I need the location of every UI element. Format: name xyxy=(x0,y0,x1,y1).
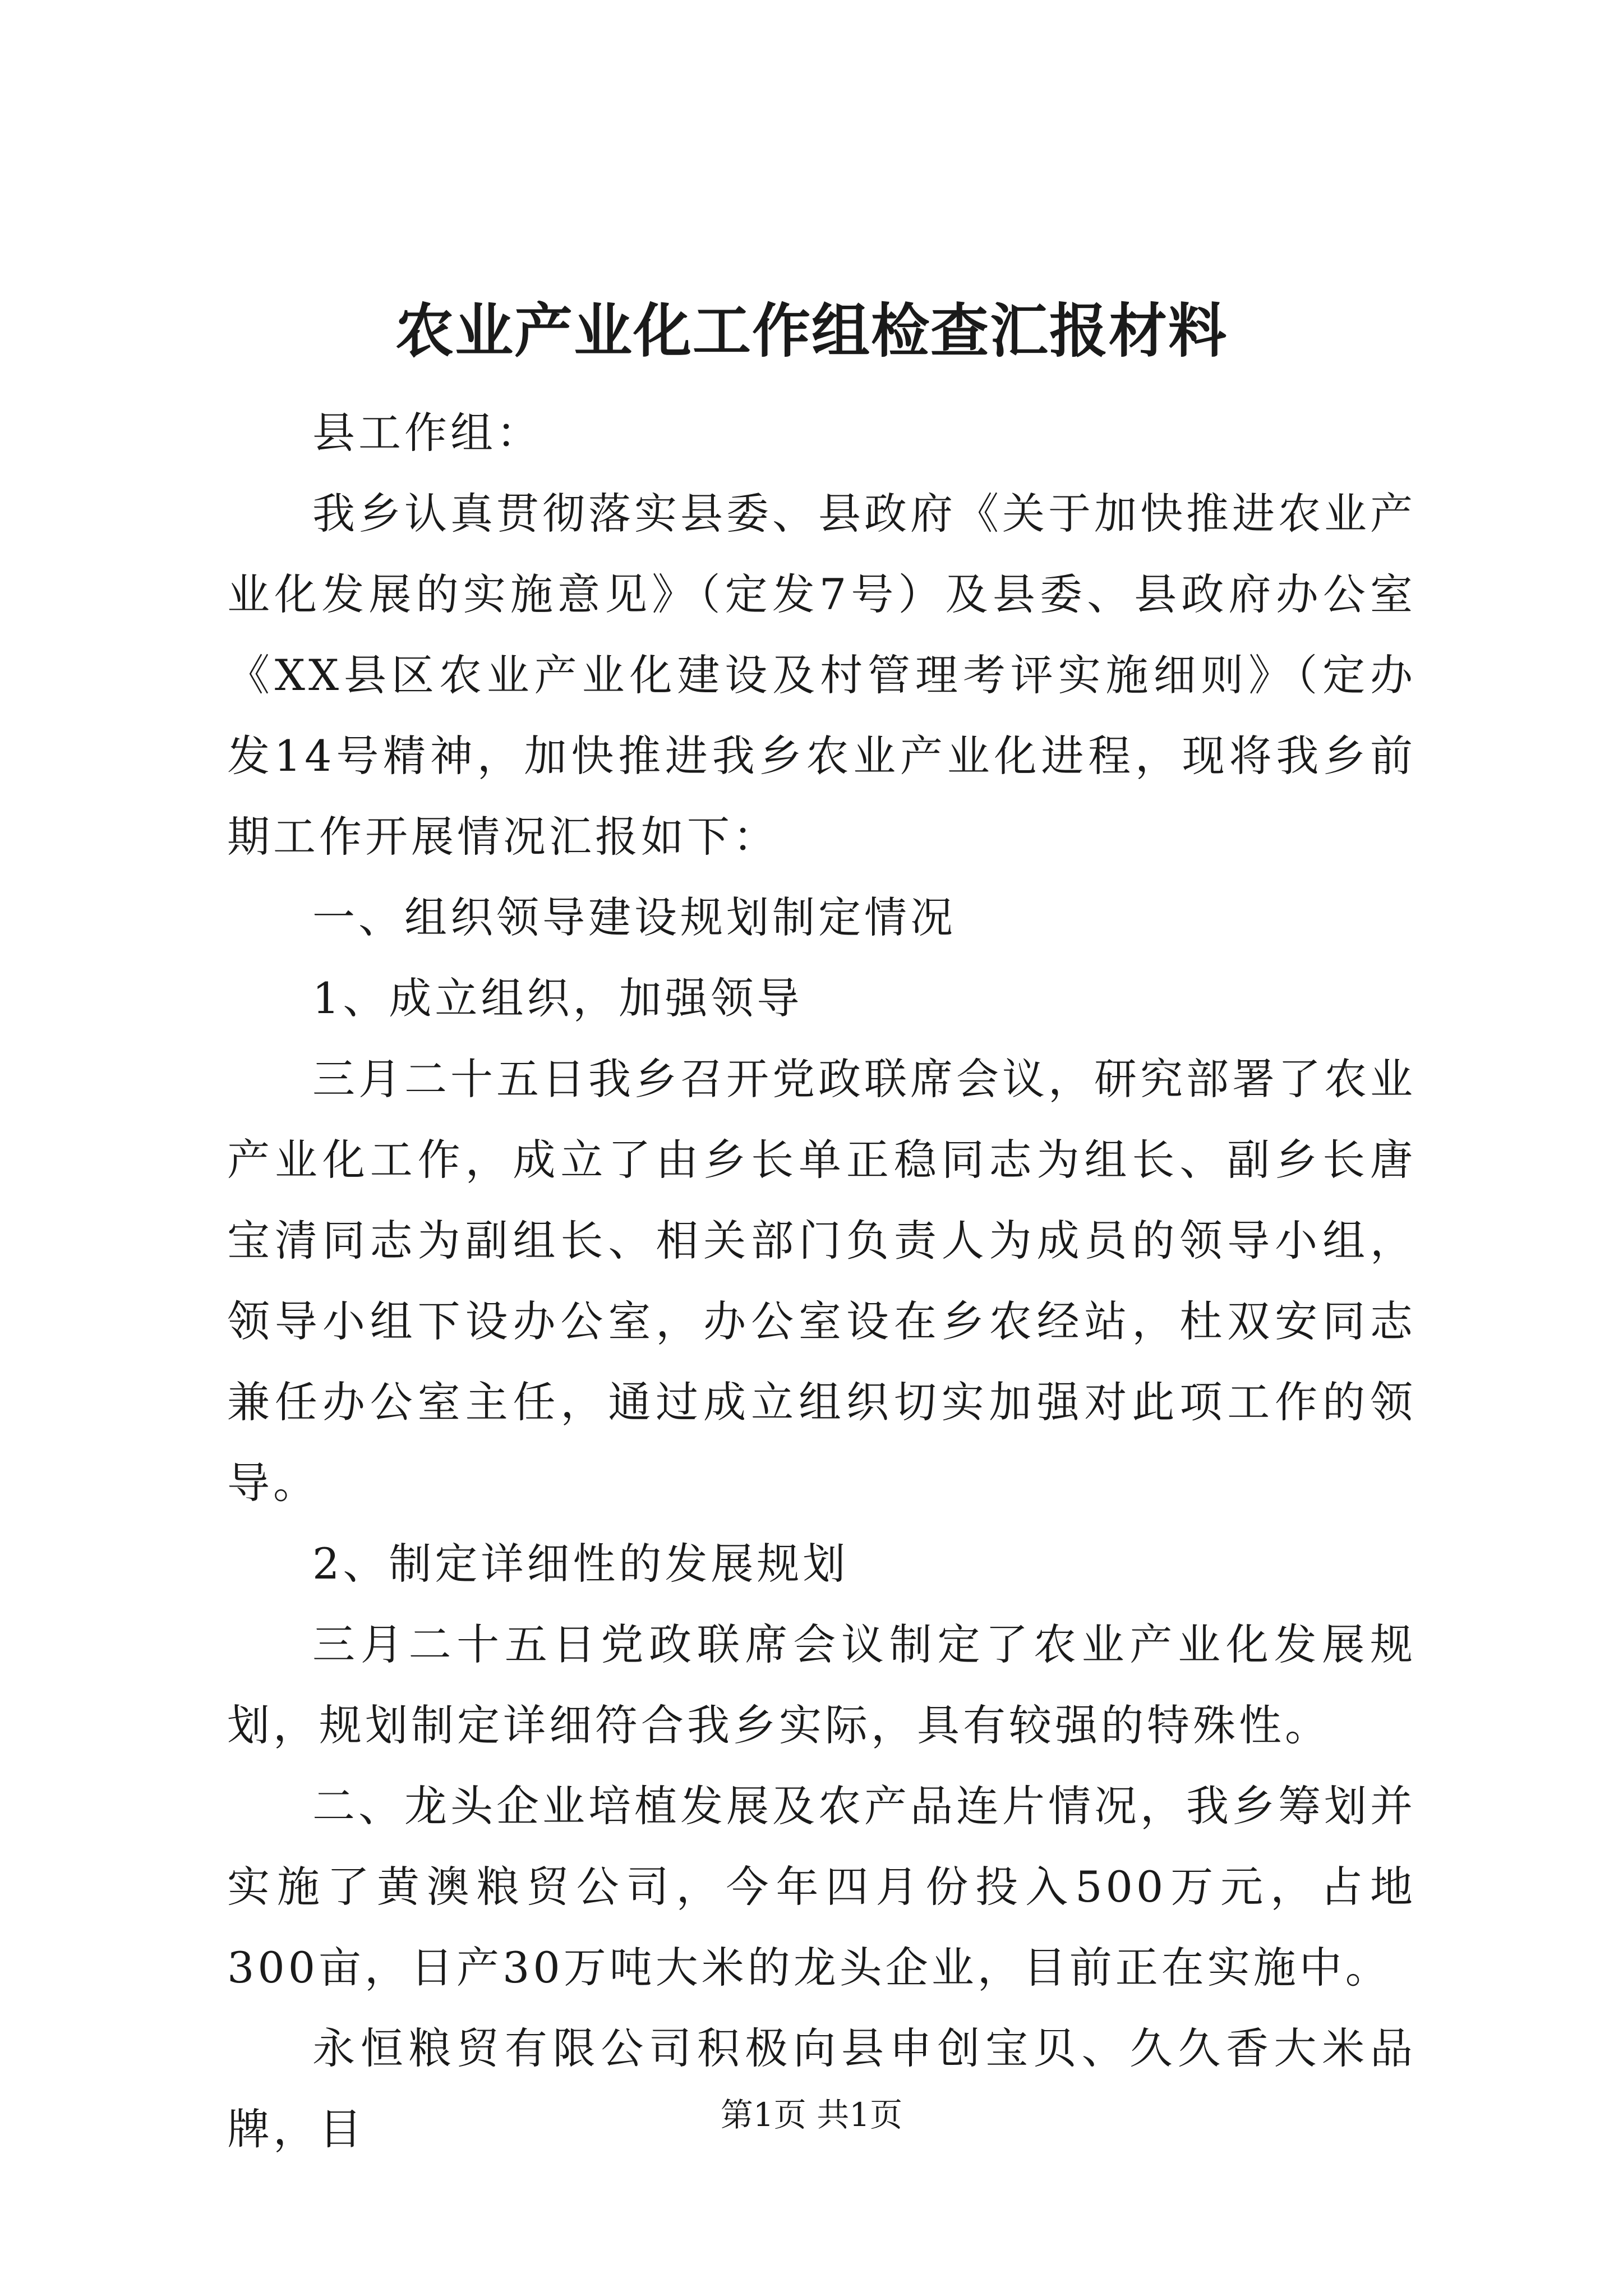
paragraph-intro: 我乡认真贯彻落实县委、县政府《关于加快推进农业产业化发展的实施意见》（定发7号）及县委、县政府办公室《XX县区农业产业化建设及村管理考评实施细则》（定办发14号精神，加快推进我乡农业产业化进程，现将我乡前期工作开展情况汇报如下： xyxy=(227,489,1416,862)
document-body xyxy=(227,393,1416,2170)
section-heading-1: 一、组织领导建设规划制定情况 xyxy=(312,892,956,942)
salutation: 县工作组： xyxy=(312,408,542,458)
subheading-1-2: 2、制定详细性的发展规划 xyxy=(312,1539,849,1589)
section-heading-2: 二、龙头企业培植发展及农产品连片情况，我乡筹划并实施了黄澳粮贸公司，今年四月份投入500万元，占地300亩，日产30万吨大米的龙头企业，目前正在实施中。 xyxy=(227,1781,1416,1993)
paragraph-organization: 三月二十五日我乡召开党政联席会议，研究部署了农业产业化工作，成立了由乡长单正稳同志为组长、副乡长唐宝清同志为副组长、相关部门负责人为成员的领导小组，领导小组下设办公室，办公室设在乡农经站，杜双安同志兼任办公室主任，通过成立组织切实加强对此项工作的领导。 xyxy=(227,1054,1416,1508)
paragraph-brand: 永恒粮贸有限公司积极向县申创宝贝、久久香大米品牌，目 xyxy=(227,2023,1416,2154)
paragraph-planning: 三月二十五日党政联席会议制定了农业产业化发展规划，规划制定详细符合我乡实际，具有较强的特殊性。 xyxy=(227,1619,1416,1750)
document-title: 农业产业化工作组检查汇报材料 xyxy=(395,296,1228,365)
page-footer: 第1页 共1页 xyxy=(720,2096,903,2134)
subheading-1-1: 1、成立组织，加强领导 xyxy=(312,973,803,1023)
